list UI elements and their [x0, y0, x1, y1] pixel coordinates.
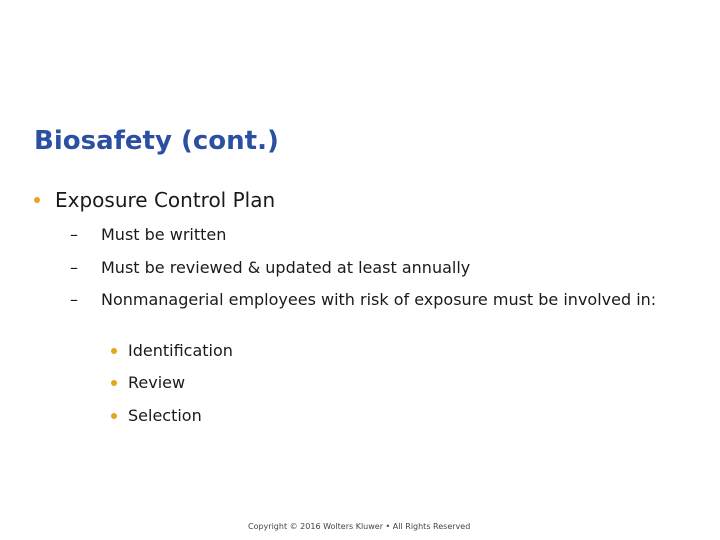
- dash-marker: –: [70, 290, 78, 309]
- slide-title: Biosafety (cont.): [34, 126, 279, 156]
- dash-marker: –: [70, 258, 78, 277]
- sub-item-text: Must be written: [101, 225, 227, 244]
- nested-item-text: Selection: [128, 406, 202, 425]
- copyright-footer: Copyright © 2016 Wolters Kluwer • All Rights Reserved: [248, 522, 471, 531]
- nested-item-text: Review: [128, 373, 186, 392]
- sub-item-text: Nonmanagerial employees with risk of exposure must be involved in:: [101, 290, 657, 309]
- bullet-dot-icon: [111, 413, 117, 419]
- bullet-dot-icon: [34, 197, 40, 203]
- nested-item-text: Identification: [128, 341, 233, 360]
- sub-item-text: Must be reviewed & updated at least annually: [101, 258, 471, 277]
- dash-marker: –: [70, 225, 78, 244]
- bullet-dot-icon: [111, 380, 117, 386]
- bullet-text: Exposure Control Plan: [55, 188, 276, 212]
- bullet-dot-icon: [111, 348, 117, 354]
